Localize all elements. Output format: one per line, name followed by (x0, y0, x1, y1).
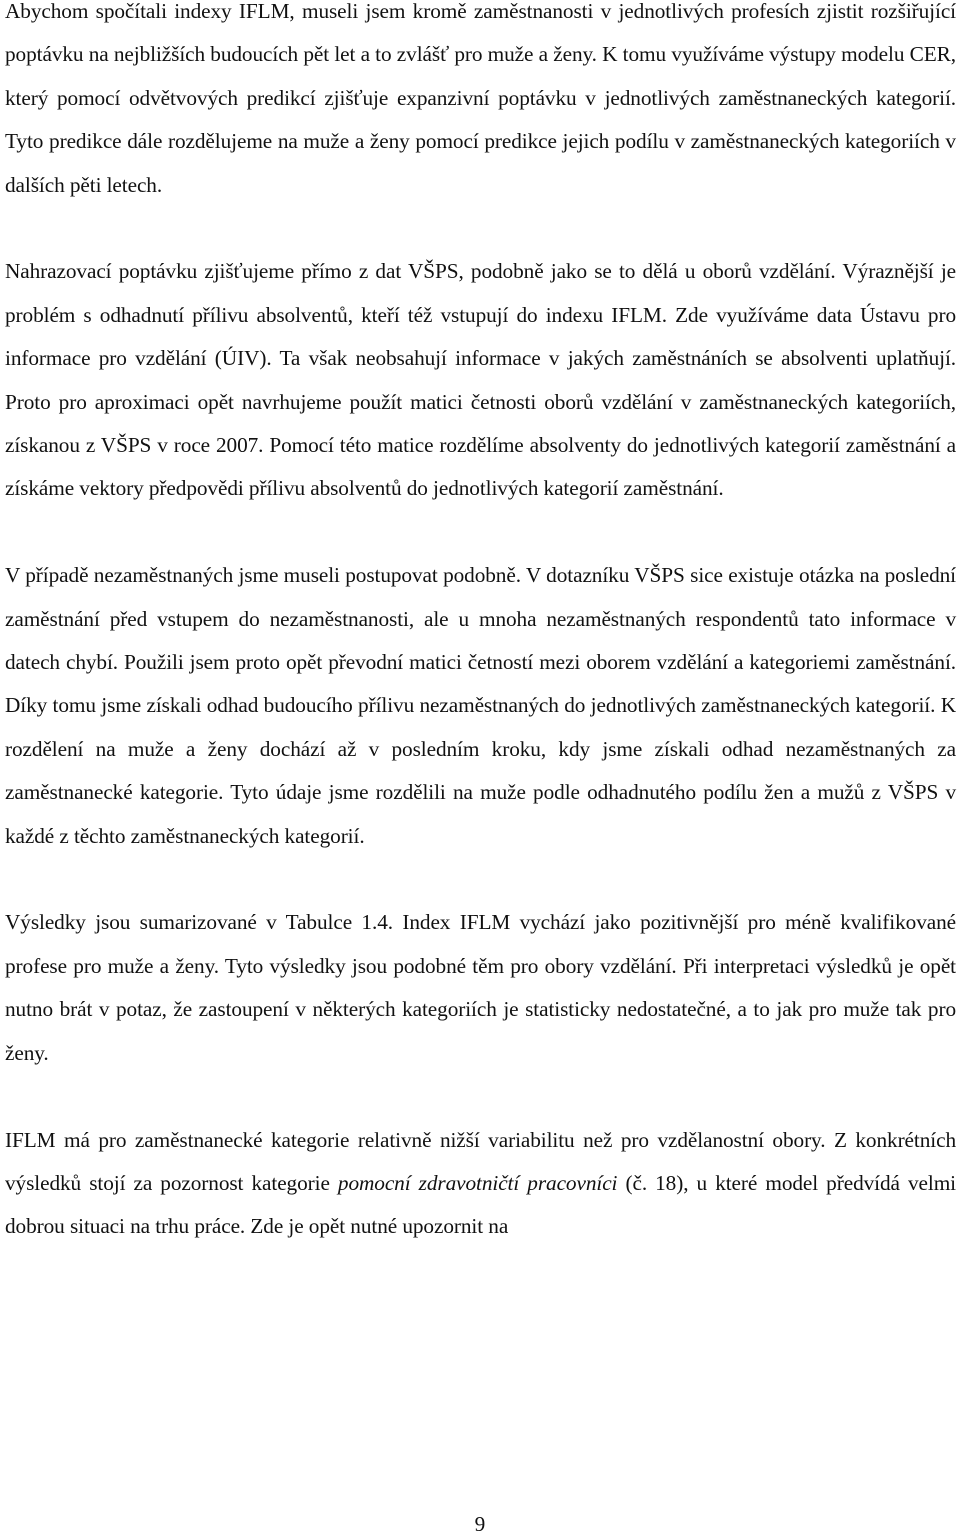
paragraph-2: Nahrazovací poptávku zjišťujeme přímo z dat VŠPS, podobně jako se to dělá u oborů vzdělání. Výraznější je problém s odhadnutí přílivu absolventů, kteří též vstupují do indexu IFLM. Zde využíváme data Ústavu pro informace pro vzdělání (ÚIV). Ta však neobsahují informace v jakých zaměstnáních se absolventi uplatňují. Proto pro aproximaci opět navrhujeme použít matici četnosti oborů vzdělání v zaměstnaneckých kategoriích, získanou z VŠPS v roce 2007. Pomocí této matice rozdělíme absolventy do jednotlivých kategorií zaměstnání a získáme vektory předpovědi přílivu absolventů do jednotlivých kategorií zaměstnání. (5, 259, 956, 501)
paragraph-5 (5, 1119, 956, 1249)
paragraph-3: V případě nezaměstnaných jsme museli postupovat podobně. V dotazníku VŠPS sice existuje otázka na poslední zaměstnání před vstupem do nezaměstnanosti, ale u mnoha nezaměstnaných respondentů tato informace v datech chybí. Použili jsem proto opět převodní matici četností mezi oborem vzdělání a kategoriemi zaměstnání. Díky tomu jsme získali odhad budoucího přílivu nezaměstnaných do jednotlivých zaměstnaneckých kategorií. K rozdělení na muže a ženy dochází až v posledním kroku, kdy jsme získali odhad nezaměstnaných za zaměstnanecké kategorie. Tyto údaje jsme rozdělili na muže podle odhadnutého podílu žen a mužů z VŠPS v každé z těchto zaměstnaneckých kategorií. (5, 563, 956, 848)
document-page (5, 0, 956, 1249)
page-number: 9 (474, 1512, 486, 1536)
paragraph-1: Abychom spočítali indexy IFLM, museli jsem kromě zaměstnanosti v jednotlivých profesích zjistit rozšiřující poptávku na nejbližších budoucích pět let a to zvlášť pro muže a ženy. K tomu využíváme výstupy modelu CER, který pomocí odvětvových predikcí zjišťuje expanzivní poptávku v jednotlivých zaměstnaneckých kategorií. Tyto predikce dále rozdělujeme na muže a ženy pomocí predikce jejich podílu v zaměstnaneckých kategoriích v dalších pěti letech. (5, 0, 956, 197)
paragraph-5-text-after: (č. 18), u které model předvídá velmi dobrou situaci na trhu práce. Zde je opět nutné upozornit na (5, 1170, 956, 1239)
paragraph-5-text-before: IFLM má pro zaměstnanecké kategorie relativně nižší variabilitu než pro vzdělanostní obory. Z konkrétních výsledků stojí za pozornost kategorie (5, 1127, 956, 1195)
paragraph-4: Výsledky jsou sumarizované v Tabulce 1.4. Index IFLM vychází jako pozitivnější pro méně kvalifikované profese pro muže a ženy. Tyto výsledky jsou podobné těm pro obory vzdělání. Při interpretaci výsledků je opět nutno brát v potaz, že zastoupení v některých kategoriích je statisticky nedostatečné, a to jak pro muže tak pro ženy. (5, 910, 956, 1065)
paragraph-5-emphasis: pomocní zdravotničtí pracovníci (337, 1170, 618, 1195)
